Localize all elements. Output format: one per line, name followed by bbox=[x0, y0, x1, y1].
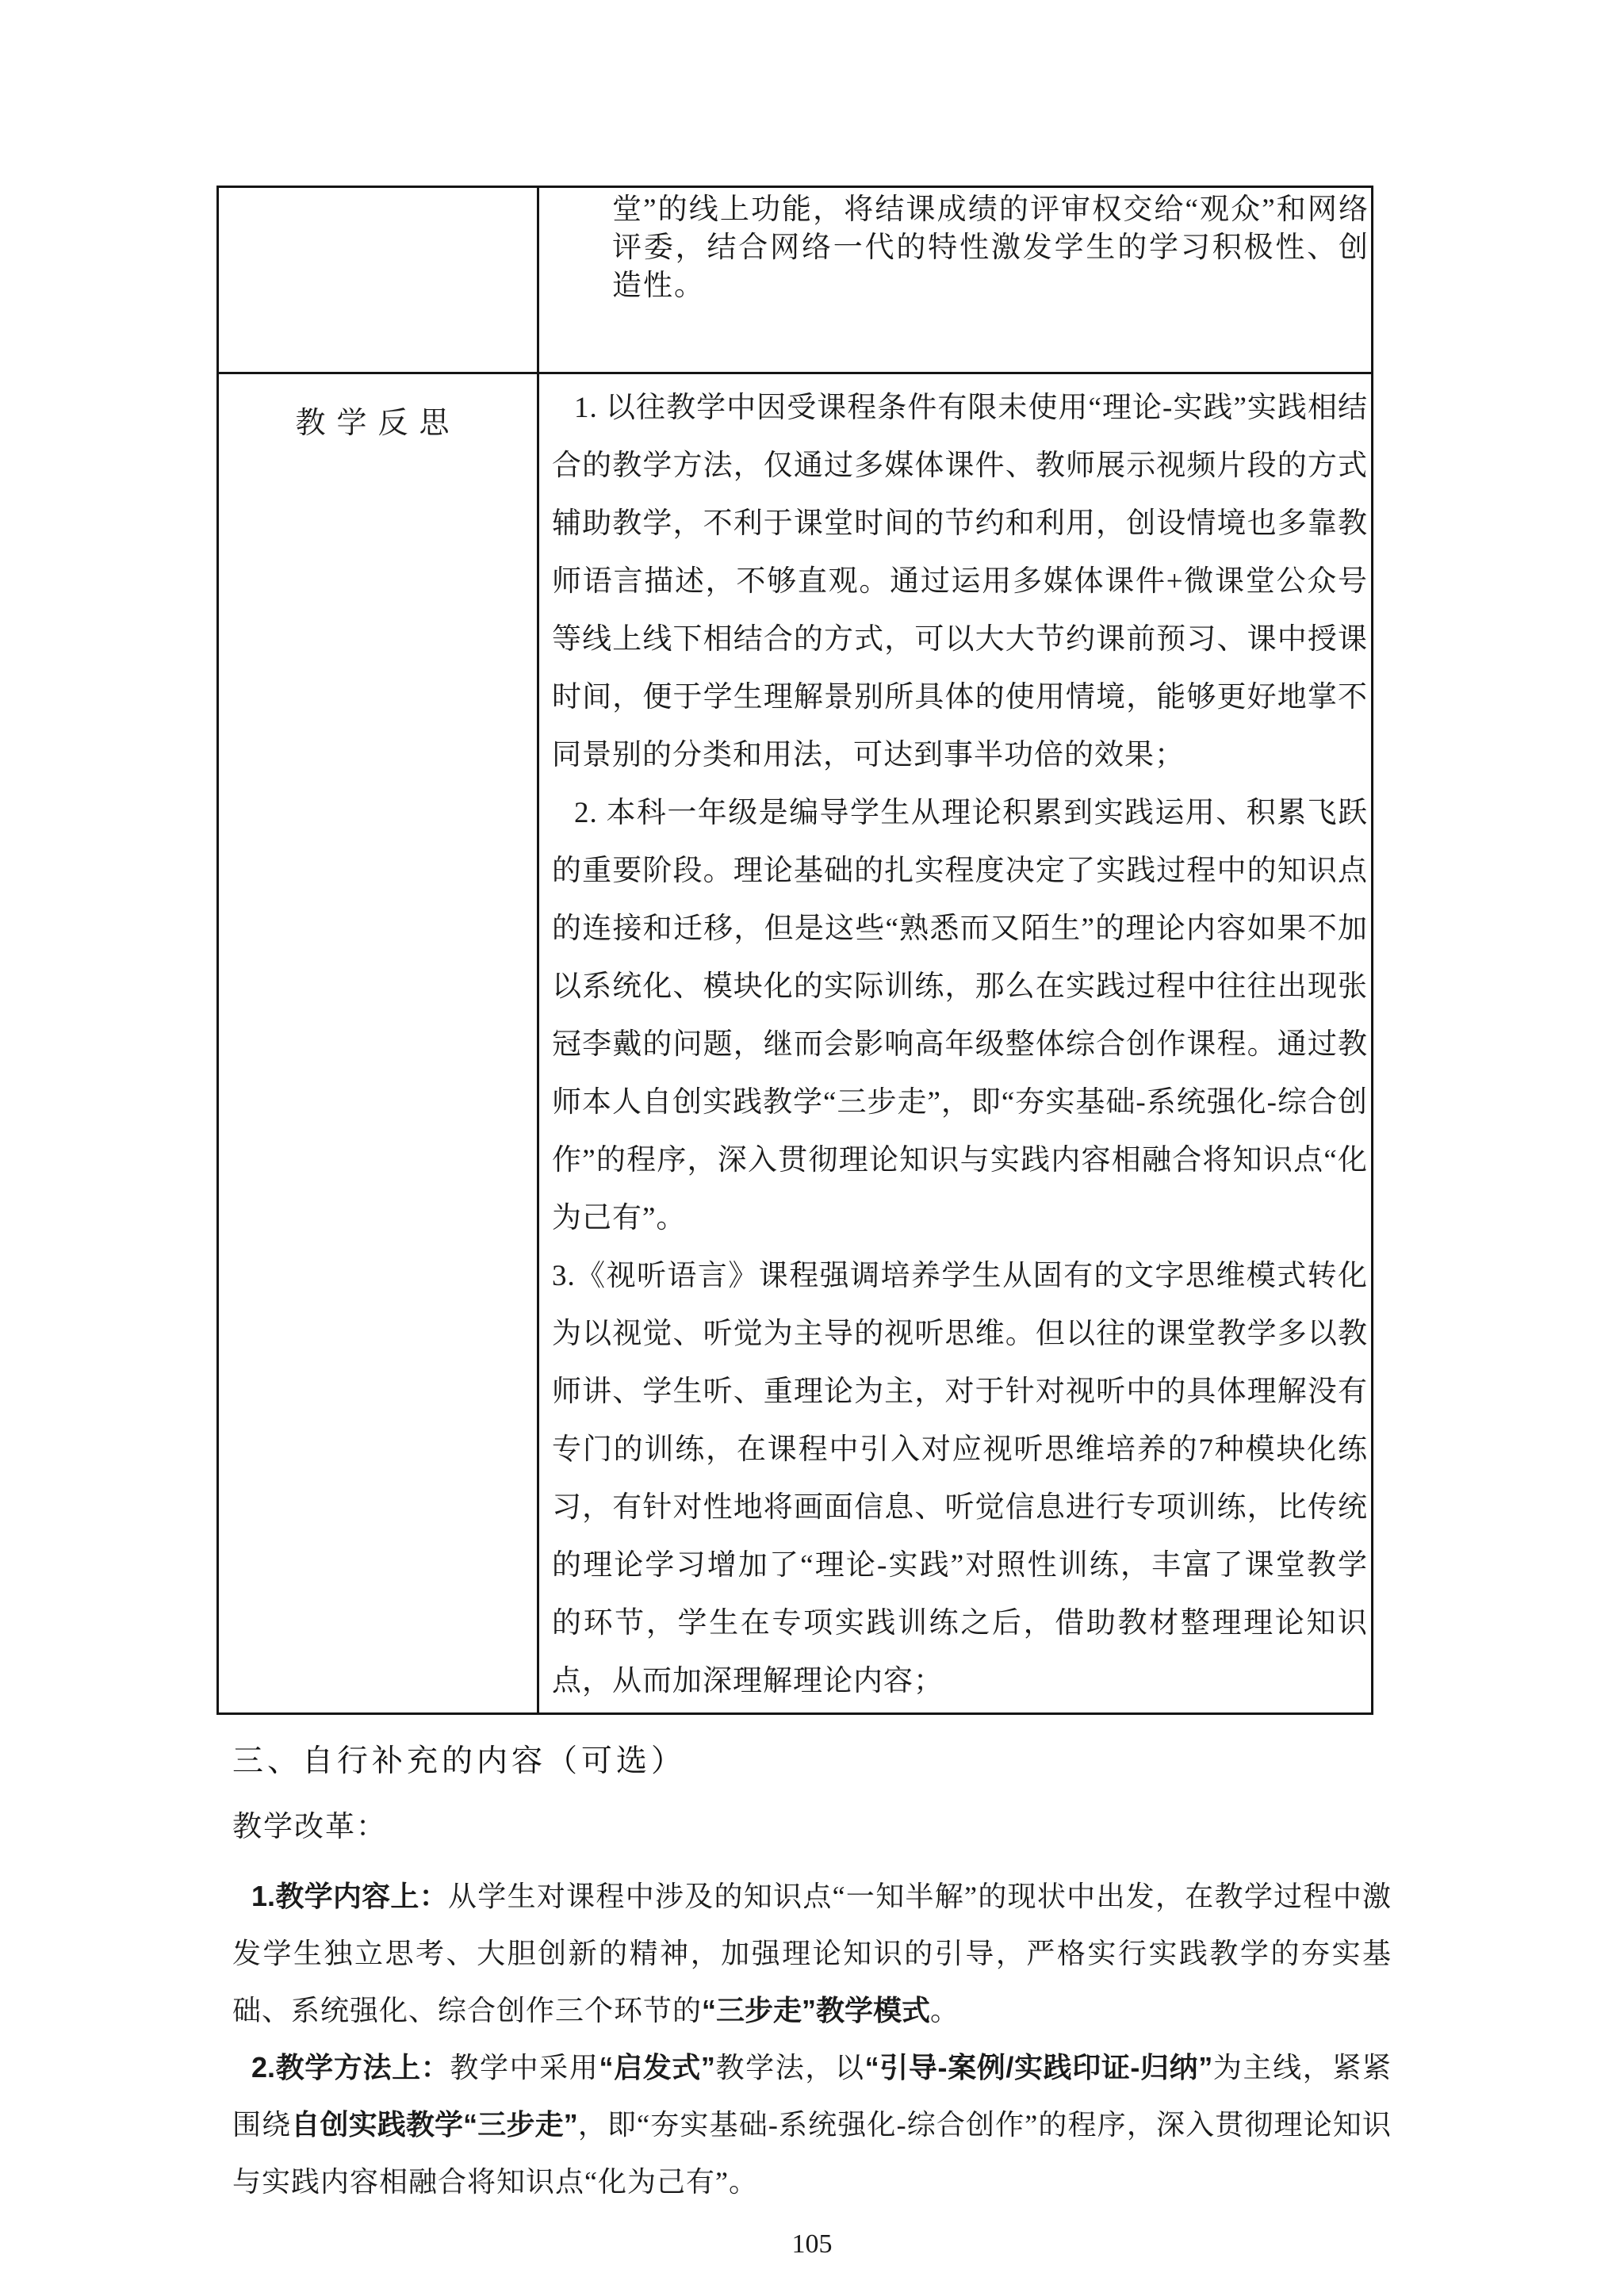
section-heading: 三、自行补充的内容（可选） bbox=[232, 1744, 687, 1778]
section-subheading: 教学改革： bbox=[232, 1811, 387, 1843]
table-label-cell-empty bbox=[219, 188, 539, 372]
text-run: ，即“夯实基础-系统强化-综合创作”的程序，深入贯彻理论知识与实践内容相融合将知识点“化为己有”。 bbox=[232, 2109, 1392, 2198]
table-cell-reflection-content bbox=[539, 374, 1371, 1712]
reflection-paragraph-2: 2. 本科一年级是编导学生从理论积累到实践运用、积累飞跃的重要阶段。理论基础的扎实程度决定了实践过程中的知识点的连接和迁移，但是这些“熟悉而又陌生”的理论内容如果不加以系统化、模块化的实际训练，那么在实践过程中往往出现张冠李戴的问题，继而会影响高年级整体综合创作课程。通过教师本人自创实践教学“三步走”，即“夯实基础-系统强化-综合创作”的程序，深入贯彻理论知识与实践内容相融合将知识点“化为己有”。 bbox=[552, 797, 1368, 1234]
bold-text-run: “启发式” bbox=[599, 2051, 715, 2084]
table-row-continued bbox=[219, 188, 1371, 374]
reform-paragraph-2 bbox=[232, 2039, 1392, 2210]
bold-text-run: “三步走”教学模式 bbox=[702, 1994, 931, 2026]
page-number: 105 bbox=[791, 2229, 833, 2259]
text-run: 教学法，以 bbox=[714, 2052, 865, 2084]
bold-text-run: “引导-案例/实践印证-归纳” bbox=[864, 2051, 1213, 2084]
continued-paragraph: 堂”的线上功能，将结课成绩的评审权交给“观众”和网络评委，结合网络一代的特性激发学生的学习积极性、创造性。 bbox=[612, 193, 1369, 302]
reflection-paragraph-3: 3.《视听语言》课程强调培养学生从固有的文字思维模式转化为以视觉、听觉为主导的视听思维。但以往的课堂教学多以教师讲、学生听、重理论为主，对于针对视听中的具体理解没有专门的训练，在课程中引入对应视听思维培养的7种模块化练习，有针对性地将画面信息、听觉信息进行专项训练，比传统的理论学习增加了“理论-实践”对照性训练，丰富了课堂教学的环节，学生在专项实践训练之后，借助教材整理理论知识点，从而加深理解理论内容； bbox=[552, 1260, 1368, 1697]
bold-text-run: 1.教学内容上： bbox=[251, 1880, 448, 1912]
supplementary-section bbox=[232, 1741, 1392, 2210]
reflection-paragraph-1: 1. 以往教学中因受课程条件有限未使用“理论-实践”实践相结合的教学方法，仅通过多媒体课件、教师展示视频片段的方式辅助教学，不利于课堂时间的节约和利用，创设情境也多靠教师语言描述，不够直观。通过运用多媒体课件+微课堂公众号等线上线下相结合的方式，可以大大节约课前预习、课中授课时间，便于学生理解景别所具体的使用情境，能够更好地掌不同景别的分类和用法，可达到事半功倍的效果； bbox=[552, 392, 1368, 771]
table-label-cell-reflection bbox=[219, 374, 539, 1712]
text-run: 。 bbox=[930, 1995, 960, 2026]
reflection-label: 教学反思 bbox=[295, 407, 461, 440]
bold-text-run: 2.教学方法上： bbox=[251, 2051, 450, 2084]
teaching-reflection-table bbox=[216, 186, 1373, 1715]
table-row-reflection bbox=[219, 374, 1371, 1712]
text-run: 教学中采用 bbox=[450, 2052, 599, 2084]
table-cell-continued-content bbox=[539, 188, 1371, 372]
reform-paragraph-1 bbox=[232, 1868, 1392, 2039]
text-run: 从学生对课程中涉及的知识点“一知半解”的现状中出发，在教学过程中激发学生独立思考、大胆创新的精神，加强理论知识的引导，严格实行实践教学的夯实基础、系统强化、综合创作三个环节的 bbox=[232, 1881, 1392, 2026]
text-run: 为主线，紧紧围绕 bbox=[232, 2052, 1392, 2141]
bold-text-run: 自创实践教学“三步走” bbox=[291, 2108, 578, 2141]
